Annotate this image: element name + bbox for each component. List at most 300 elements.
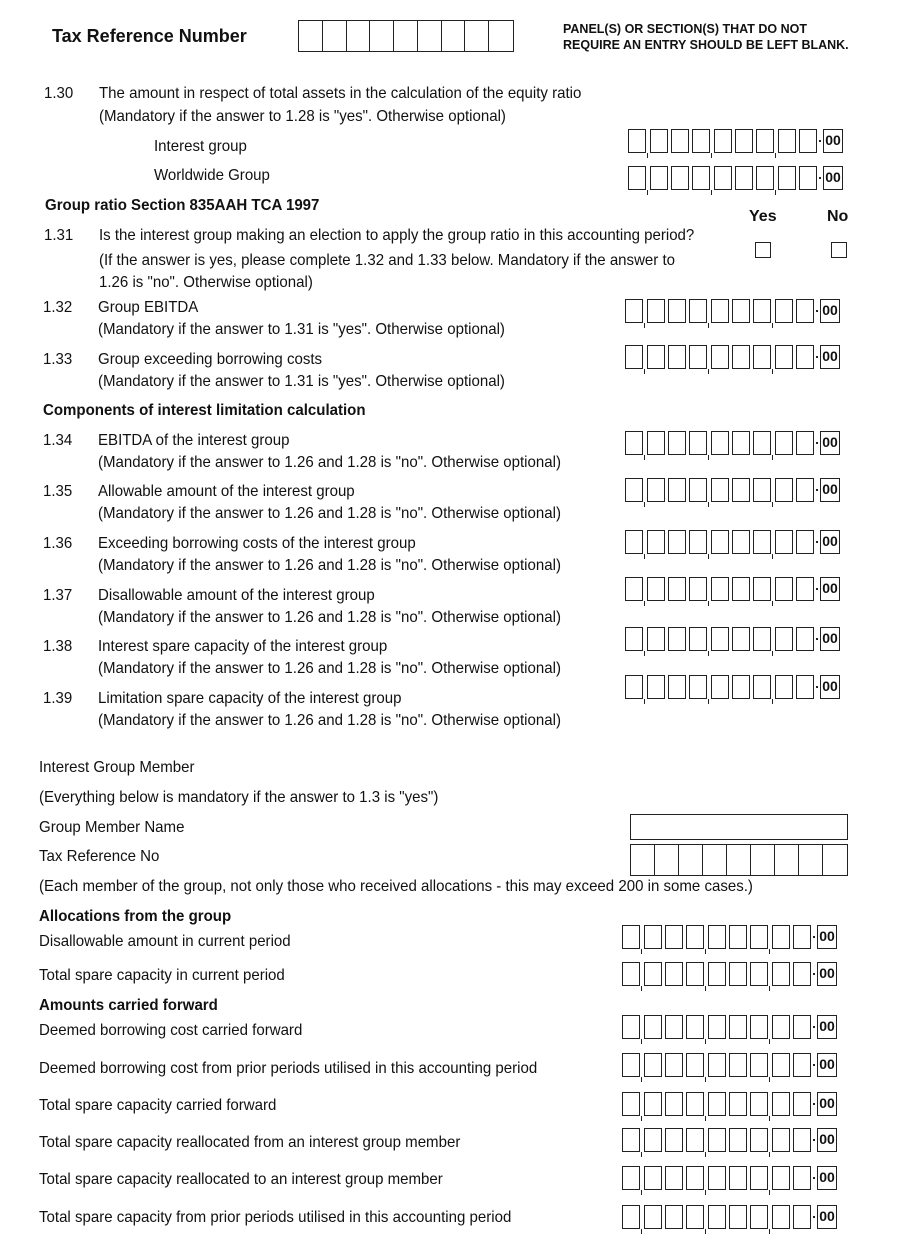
digit-cell[interactable] <box>708 1053 726 1077</box>
digit-cell[interactable] <box>622 962 640 986</box>
digit-cell[interactable] <box>689 299 707 323</box>
digit-cell[interactable] <box>622 1053 640 1077</box>
digit-cell[interactable] <box>775 530 793 554</box>
digit-cell[interactable] <box>750 1053 768 1077</box>
member-tax-ref-label: Tax Reference No <box>39 848 160 865</box>
decimal-point <box>811 925 817 951</box>
q130-text: The amount in respect of total assets in the calculation of the equity ratio <box>99 85 582 102</box>
thousands-separator <box>707 431 711 457</box>
thousands-separator <box>640 925 644 951</box>
digit-cell[interactable] <box>628 166 646 190</box>
digit-cell[interactable] <box>668 627 686 651</box>
q131-text: Is the interest group making an election to apply the group ratio in this accounting period? <box>99 227 695 244</box>
digit-cell[interactable] <box>775 299 793 323</box>
digit-cell[interactable] <box>686 1166 704 1190</box>
digit-cell[interactable] <box>686 1092 704 1116</box>
digit-cell[interactable] <box>668 299 686 323</box>
member-heading: Interest Group Member <box>39 759 195 776</box>
q131-yes-checkbox[interactable] <box>755 242 771 258</box>
digit-cell[interactable] <box>647 431 665 455</box>
q136-text: Exceeding borrowing costs of the interest group <box>98 535 416 552</box>
q130-number: 1.30 <box>44 85 74 102</box>
decimal-point <box>811 1015 817 1041</box>
digit-cell[interactable] <box>775 478 793 502</box>
cents-cell: 00 <box>820 675 840 699</box>
cents-cell: 00 <box>817 1092 837 1116</box>
digit-cell[interactable] <box>750 925 768 949</box>
digit-cell[interactable] <box>689 431 707 455</box>
digit-cell[interactable] <box>753 478 771 502</box>
q136-amount[interactable] <box>625 530 840 556</box>
thousands-separator <box>704 1015 708 1041</box>
digit-cell[interactable] <box>625 299 643 323</box>
allocation-disallowable-label: Disallowable amount in current period <box>39 933 291 950</box>
thousands-separator <box>771 675 775 701</box>
q132-amount[interactable] <box>625 299 840 325</box>
digit-cell[interactable] <box>622 1128 640 1152</box>
digit-cell[interactable] <box>793 962 811 986</box>
allocation-disallowable-amount[interactable] <box>622 925 837 951</box>
digit-cell[interactable] <box>793 1015 811 1039</box>
q133-amount[interactable] <box>625 345 840 371</box>
digit-cell[interactable] <box>732 675 750 699</box>
digit-cell[interactable] <box>689 478 707 502</box>
q138-amount[interactable] <box>625 627 840 653</box>
digit-cell[interactable] <box>796 431 814 455</box>
tax-reference-input[interactable] <box>298 20 514 52</box>
thousands-separator <box>707 530 711 556</box>
thousands-separator <box>771 345 775 371</box>
thousands-separator <box>640 1166 644 1192</box>
decimal-point <box>814 431 820 457</box>
thousands-separator <box>768 962 772 988</box>
digit-cell[interactable] <box>628 129 646 153</box>
digit-cell[interactable] <box>689 577 707 601</box>
digit-cell[interactable] <box>625 627 643 651</box>
thousands-separator <box>768 1092 772 1118</box>
digit-cell[interactable] <box>647 675 665 699</box>
digit-cell[interactable] <box>796 530 814 554</box>
carried-item-label: Total spare capacity reallocated to an interest group member <box>39 1171 443 1188</box>
thousands-separator <box>643 299 647 325</box>
digit-cell[interactable] <box>650 166 668 190</box>
digit-cell[interactable] <box>671 166 689 190</box>
digit-cell[interactable] <box>708 962 726 986</box>
digit-cell[interactable] <box>796 478 814 502</box>
digit-cell[interactable] <box>711 577 729 601</box>
digit-cell[interactable] <box>729 1092 747 1116</box>
q139-note: (Mandatory if the answer to 1.26 and 1.28 is "no". Otherwise optional) <box>98 712 561 729</box>
digit-cell[interactable] <box>729 962 747 986</box>
digit-cell[interactable] <box>793 1205 811 1229</box>
thousands-separator <box>643 675 647 701</box>
digit-cell[interactable] <box>665 1092 683 1116</box>
digit-cell[interactable] <box>622 1166 640 1190</box>
digit-cell[interactable] <box>625 530 643 554</box>
digit-cell[interactable] <box>750 1128 768 1152</box>
digit-cell[interactable] <box>668 345 686 369</box>
digit-cell[interactable] <box>647 345 665 369</box>
q135-amount[interactable] <box>625 478 840 504</box>
q138-note: (Mandatory if the answer to 1.26 and 1.28 is "no". Otherwise optional) <box>98 660 561 677</box>
digit-cell[interactable] <box>689 345 707 369</box>
thousands-separator <box>643 478 647 504</box>
carried-deemed-cost-amount[interactable] <box>622 1015 837 1041</box>
digit-cell[interactable] <box>753 345 771 369</box>
digit-cell[interactable] <box>793 925 811 949</box>
carried-reallocated-from-amount[interactable] <box>622 1128 837 1154</box>
digit-cell[interactable] <box>799 129 817 153</box>
decimal-point <box>811 1092 817 1118</box>
thousands-separator <box>640 1053 644 1079</box>
q135-number: 1.35 <box>43 483 73 500</box>
digit-cell[interactable] <box>756 166 774 190</box>
digit-cell[interactable] <box>732 299 750 323</box>
digit-cell[interactable] <box>775 627 793 651</box>
no-column-label: No <box>827 208 849 225</box>
allocation-spare-capacity-amount[interactable] <box>622 962 837 988</box>
digit-cell[interactable] <box>732 431 750 455</box>
digit-cell[interactable] <box>644 962 662 986</box>
digit-cell[interactable] <box>772 1128 790 1152</box>
thousands-separator <box>704 1128 708 1154</box>
q137-amount[interactable] <box>625 577 840 603</box>
digit-cell[interactable] <box>753 299 771 323</box>
thousands-separator <box>771 478 775 504</box>
digit-cell[interactable] <box>711 299 729 323</box>
digit-cell[interactable] <box>644 1053 662 1077</box>
digit-cell[interactable] <box>750 962 768 986</box>
q130-worldwide-group-amount[interactable] <box>628 166 843 192</box>
digit-cell[interactable] <box>647 577 665 601</box>
q137-note: (Mandatory if the answer to 1.26 and 1.28 is "no". Otherwise optional) <box>98 609 561 626</box>
digit-cell[interactable] <box>686 1205 704 1229</box>
digit-cell[interactable] <box>622 1015 640 1039</box>
q132-number: 1.32 <box>43 299 73 316</box>
digit-cell[interactable] <box>793 1128 811 1152</box>
carried-deemed-cost-utilised-amount[interactable] <box>622 1053 837 1079</box>
digit-cell[interactable] <box>644 1092 662 1116</box>
cents-cell: 00 <box>817 1015 837 1039</box>
digit-cell[interactable] <box>772 962 790 986</box>
digit-cell[interactable] <box>778 166 796 190</box>
digit-cell[interactable] <box>689 675 707 699</box>
digit-cell[interactable] <box>622 1092 640 1116</box>
q139-text: Limitation spare capacity of the interest group <box>98 690 402 707</box>
cents-cell: 00 <box>817 1053 837 1077</box>
thousands-separator <box>707 478 711 504</box>
digit-cell[interactable] <box>625 345 643 369</box>
q130-interest-group-label: Interest group <box>154 138 247 155</box>
q132-note: (Mandatory if the answer to 1.31 is "yes". Otherwise optional) <box>98 321 505 338</box>
digit-cell[interactable] <box>622 925 640 949</box>
digit-cell[interactable] <box>625 478 643 502</box>
allocation-spare-capacity-label: Total spare capacity in current period <box>39 967 285 984</box>
digit-cell[interactable] <box>775 345 793 369</box>
digit-cell[interactable] <box>647 627 665 651</box>
thousands-separator <box>768 925 772 951</box>
cents-cell: 00 <box>820 345 840 369</box>
digit-cell[interactable] <box>729 1205 747 1229</box>
cents-cell: 00 <box>823 166 843 190</box>
thousands-separator <box>768 1205 772 1231</box>
digit-cell[interactable] <box>665 1015 683 1039</box>
q138-text: Interest spare capacity of the interest group <box>98 638 388 655</box>
digit-cell[interactable] <box>753 530 771 554</box>
digit-cell[interactable] <box>686 1128 704 1152</box>
digit-cell[interactable] <box>686 1015 704 1039</box>
q130-interest-group-amount[interactable] <box>628 129 843 155</box>
digit-cell[interactable] <box>778 129 796 153</box>
digit-cell[interactable] <box>735 129 753 153</box>
q135-text: Allowable amount of the interest group <box>98 483 355 500</box>
thousands-separator <box>710 166 714 192</box>
digit-cell[interactable] <box>665 1053 683 1077</box>
blank-notice <box>563 21 849 53</box>
digit-cell[interactable] <box>711 431 729 455</box>
thousands-separator <box>643 627 647 653</box>
digit-cell[interactable] <box>625 431 643 455</box>
thousands-separator <box>707 299 711 325</box>
digit-cell[interactable] <box>665 925 683 949</box>
decimal-point <box>814 627 820 653</box>
thousands-separator <box>774 129 778 155</box>
digit-cell[interactable] <box>772 1015 790 1039</box>
thousands-separator <box>771 627 775 653</box>
digit-cell[interactable] <box>799 166 817 190</box>
group-member-name-label: Group Member Name <box>39 819 185 836</box>
digit-cell[interactable] <box>665 1166 683 1190</box>
digit-cell[interactable] <box>732 627 750 651</box>
digit-cell[interactable] <box>668 675 686 699</box>
decimal-point <box>814 345 820 371</box>
digit-cell[interactable] <box>775 577 793 601</box>
cents-cell: 00 <box>817 1166 837 1190</box>
member-tax-ref-input[interactable] <box>630 844 848 876</box>
digit-cell[interactable] <box>796 577 814 601</box>
digit-cell[interactable] <box>668 431 686 455</box>
digit-cell[interactable] <box>644 925 662 949</box>
cents-cell: 00 <box>817 1128 837 1152</box>
digit-cell[interactable] <box>665 962 683 986</box>
digit-cell[interactable] <box>729 1128 747 1152</box>
digit-cell[interactable] <box>644 1128 662 1152</box>
tax-reference-title: Tax Reference Number <box>52 26 247 46</box>
decimal-point <box>814 530 820 556</box>
carried-item-label: Deemed borrowing cost from prior periods utilised in this accounting period <box>39 1060 538 1077</box>
digit-cell[interactable] <box>750 1092 768 1116</box>
decimal-point <box>811 1166 817 1192</box>
digit-cell[interactable] <box>732 345 750 369</box>
q134-amount[interactable] <box>625 431 840 457</box>
digit-cell[interactable] <box>692 129 710 153</box>
q130-note: (Mandatory if the answer to 1.28 is "yes". Otherwise optional) <box>99 108 506 125</box>
cents-cell: 00 <box>820 478 840 502</box>
thousands-separator <box>768 1128 772 1154</box>
digit-cell[interactable] <box>689 530 707 554</box>
thousands-separator <box>707 345 711 371</box>
digit-cell[interactable] <box>708 925 726 949</box>
carried-item-label: Total spare capacity reallocated from an interest group member <box>39 1134 461 1151</box>
digit-cell[interactable] <box>753 627 771 651</box>
digit-cell[interactable] <box>665 1128 683 1152</box>
q139-number: 1.39 <box>43 690 73 707</box>
digit-cell[interactable] <box>668 530 686 554</box>
digit-cell[interactable] <box>729 925 747 949</box>
digit-cell[interactable] <box>625 675 643 699</box>
digit-cell[interactable] <box>750 1166 768 1190</box>
q136-note: (Mandatory if the answer to 1.26 and 1.28 is "no". Otherwise optional) <box>98 557 561 574</box>
thousands-separator <box>643 431 647 457</box>
digit-cell[interactable] <box>644 1205 662 1229</box>
digit-cell[interactable] <box>708 1205 726 1229</box>
digit-cell[interactable] <box>732 577 750 601</box>
q134-number: 1.34 <box>43 432 73 449</box>
decimal-point <box>811 1128 817 1154</box>
thousands-separator <box>643 577 647 603</box>
q131-no-checkbox[interactable] <box>831 242 847 258</box>
decimal-point <box>811 1053 817 1079</box>
digit-cell[interactable] <box>756 129 774 153</box>
digit-cell[interactable] <box>625 577 643 601</box>
digit-cell[interactable] <box>775 431 793 455</box>
carried-forward-heading: Amounts carried forward <box>39 997 218 1014</box>
member-note: (Everything below is mandatory if the answer to 1.3 is "yes") <box>39 789 439 806</box>
digit-cell[interactable] <box>772 925 790 949</box>
digit-cell[interactable] <box>796 299 814 323</box>
digit-cell[interactable] <box>793 1166 811 1190</box>
digit-cell[interactable] <box>772 1053 790 1077</box>
digit-cell[interactable] <box>772 1166 790 1190</box>
cents-cell: 00 <box>817 962 837 986</box>
digit-cell[interactable] <box>686 962 704 986</box>
digit-cell[interactable] <box>708 1015 726 1039</box>
digit-cell[interactable] <box>735 166 753 190</box>
digit-cell[interactable] <box>668 577 686 601</box>
digit-cell[interactable] <box>793 1092 811 1116</box>
decimal-point <box>817 166 823 192</box>
digit-cell[interactable] <box>796 627 814 651</box>
digit-cell[interactable] <box>729 1166 747 1190</box>
digit-cell[interactable] <box>647 530 665 554</box>
digit-cell[interactable] <box>689 627 707 651</box>
thousands-separator <box>707 675 711 701</box>
digit-cell[interactable] <box>647 478 665 502</box>
digit-cell[interactable] <box>647 299 665 323</box>
q132-text: Group EBITDA <box>98 299 199 316</box>
digit-cell[interactable] <box>772 1092 790 1116</box>
digit-cell[interactable] <box>796 345 814 369</box>
digit-cell[interactable] <box>711 627 729 651</box>
cents-cell: 00 <box>820 431 840 455</box>
carried-item-label: Total spare capacity carried forward <box>39 1097 277 1114</box>
thousands-separator <box>640 1128 644 1154</box>
digit-cell[interactable] <box>729 1053 747 1077</box>
thousands-separator <box>771 299 775 325</box>
decimal-point <box>814 299 820 325</box>
decimal-point <box>814 675 820 701</box>
digit-cell[interactable] <box>668 478 686 502</box>
digit-cell[interactable] <box>775 675 793 699</box>
group-ratio-heading: Group ratio Section 835AAH TCA 1997 <box>45 197 320 214</box>
q136-number: 1.36 <box>43 535 73 552</box>
thousands-separator <box>704 1092 708 1118</box>
digit-cell[interactable] <box>772 1205 790 1229</box>
digit-cell[interactable] <box>753 675 771 699</box>
digit-cell[interactable] <box>665 1205 683 1229</box>
digit-cell[interactable] <box>622 1205 640 1229</box>
digit-cell[interactable] <box>714 166 732 190</box>
digit-cell[interactable] <box>671 129 689 153</box>
digit-cell[interactable] <box>732 530 750 554</box>
digit-cell[interactable] <box>729 1015 747 1039</box>
digit-cell[interactable] <box>708 1128 726 1152</box>
digit-cell[interactable] <box>686 1053 704 1077</box>
thousands-separator <box>646 129 650 155</box>
digit-cell[interactable] <box>711 478 729 502</box>
carried-reallocated-to-amount[interactable] <box>622 1166 837 1192</box>
digit-cell[interactable] <box>708 1166 726 1190</box>
digit-cell[interactable] <box>732 478 750 502</box>
cents-cell: 00 <box>817 1205 837 1229</box>
digit-cell[interactable] <box>644 1166 662 1190</box>
thousands-separator <box>771 577 775 603</box>
blank-notice-line2: REQUIRE AN ENTRY SHOULD BE LEFT BLANK. <box>563 38 849 52</box>
digit-cell[interactable] <box>750 1205 768 1229</box>
digit-cell[interactable] <box>711 345 729 369</box>
q131-note-line1: (If the answer is yes, please complete 1.32 and 1.33 below. Mandatory if the answer to <box>99 252 676 269</box>
cents-cell: 00 <box>820 627 840 651</box>
digit-cell[interactable] <box>711 675 729 699</box>
q138-number: 1.38 <box>43 638 73 655</box>
carried-spare-capacity-amount[interactable] <box>622 1092 837 1118</box>
blank-notice-line1: PANEL(S) OR SECTION(S) THAT DO NOT <box>563 22 807 36</box>
digit-cell[interactable] <box>750 1015 768 1039</box>
each-member-note: (Each member of the group, not only those who received allocations - this may exceed 200 in some cases.) <box>39 878 753 895</box>
thousands-separator <box>710 129 714 155</box>
group-member-name-input[interactable] <box>630 814 848 840</box>
decimal-point <box>811 962 817 988</box>
q139-amount[interactable] <box>625 675 840 701</box>
digit-cell[interactable] <box>796 675 814 699</box>
digit-cell[interactable] <box>714 129 732 153</box>
digit-cell[interactable] <box>711 530 729 554</box>
decimal-point <box>817 129 823 155</box>
thousands-separator <box>643 530 647 556</box>
thousands-separator <box>646 166 650 192</box>
thousands-separator <box>640 1205 644 1231</box>
digit-cell[interactable] <box>753 431 771 455</box>
digit-cell[interactable] <box>686 925 704 949</box>
cents-cell: 00 <box>823 129 843 153</box>
q137-number: 1.37 <box>43 587 73 604</box>
digit-cell[interactable] <box>753 577 771 601</box>
digit-cell[interactable] <box>644 1015 662 1039</box>
thousands-separator <box>707 577 711 603</box>
thousands-separator <box>768 1166 772 1192</box>
q134-text: EBITDA of the interest group <box>98 432 290 449</box>
q133-number: 1.33 <box>43 351 73 368</box>
digit-cell[interactable] <box>793 1053 811 1077</box>
yes-column-label: Yes <box>749 208 777 225</box>
digit-cell[interactable] <box>708 1092 726 1116</box>
cents-cell: 00 <box>817 925 837 949</box>
digit-cell[interactable] <box>650 129 668 153</box>
thousands-separator <box>640 1015 644 1041</box>
cents-cell: 00 <box>820 530 840 554</box>
digit-cell[interactable] <box>692 166 710 190</box>
carried-prior-spare-utilised-amount[interactable] <box>622 1205 837 1231</box>
